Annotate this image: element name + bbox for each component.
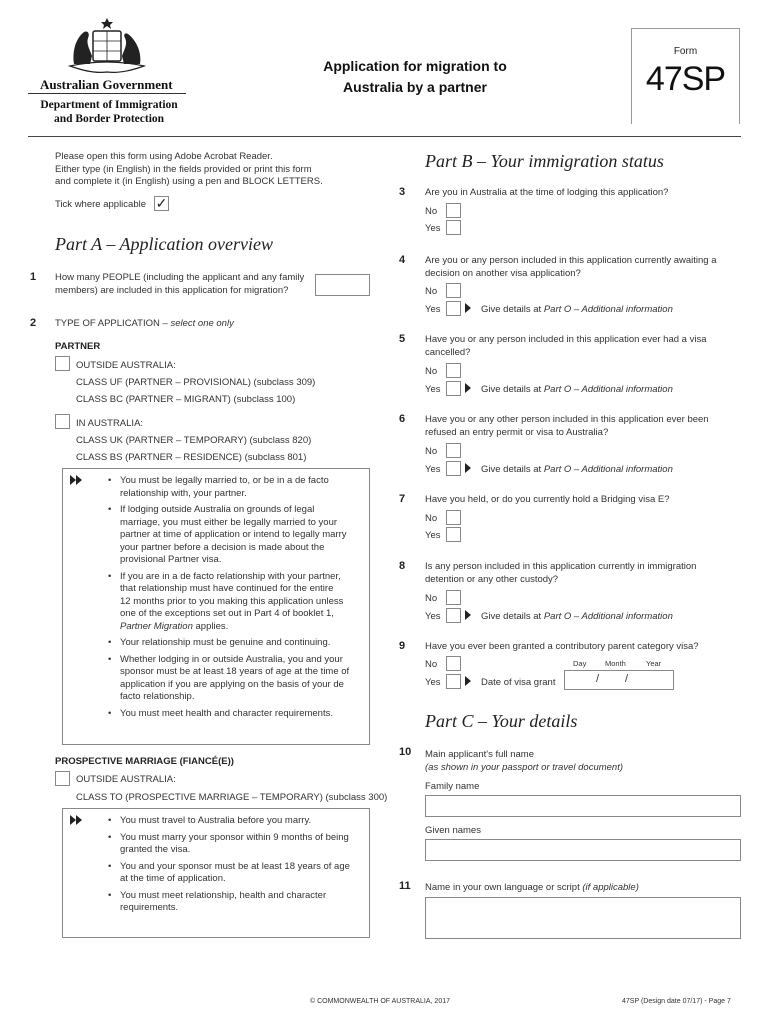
yes-label: Yes	[425, 384, 441, 395]
question-text: Main applicant's full name (as shown in your passport or travel document)	[425, 749, 624, 773]
tick-instruction: Tick where applicable	[55, 199, 146, 210]
class-label: CLASS BC (PARTNER – MIGRANT) (subclass 100)	[76, 394, 296, 405]
copyright: © COMMONWEALTH OF AUSTRALIA, 2017	[310, 998, 450, 1005]
arrow-icon	[465, 610, 471, 621]
yes-label: Yes	[425, 223, 441, 234]
q8-yes-checkbox[interactable]	[446, 608, 461, 623]
yes-label: Yes	[425, 530, 441, 541]
native-name-input[interactable]	[425, 897, 741, 939]
no-label: No	[425, 366, 438, 377]
month-label: Month	[605, 659, 626, 668]
question-text: Are you in Australia at the time of lodging this application?	[425, 187, 669, 198]
partner-inside-checkbox[interactable]	[55, 414, 70, 429]
q5-no-checkbox[interactable]	[446, 363, 461, 378]
question-number: 11	[399, 880, 411, 892]
form-label: Form	[673, 46, 698, 57]
arrow-icon	[465, 463, 471, 474]
q6-yes-checkbox[interactable]	[446, 461, 461, 476]
no-label: No	[425, 513, 438, 524]
give-details-text: Give details at Part O – Additional information	[481, 464, 673, 475]
yes-label: Yes	[425, 611, 441, 622]
date-label: Date of visa grant	[481, 677, 556, 688]
divider	[28, 93, 186, 94]
visa-grant-date-input[interactable]	[564, 670, 674, 690]
class-label: CLASS UK (PARTNER – TEMPORARY) (subclass 820)	[76, 435, 312, 446]
q7-yes-checkbox[interactable]	[446, 527, 461, 542]
question-number: 6	[399, 413, 406, 425]
tick-example-checkbox: ✓	[155, 195, 168, 211]
q9-yes-checkbox[interactable]	[446, 674, 461, 689]
give-details-text: Give details at Part O – Additional information	[481, 304, 673, 315]
header-rule	[28, 136, 741, 137]
arrow-icon	[465, 383, 471, 394]
page-info: 47SP (Design date 07/17) - Page 7	[622, 998, 731, 1005]
question-number: 7	[399, 493, 406, 505]
question-number: 4	[399, 254, 406, 266]
no-label: No	[425, 659, 438, 670]
question-text: Are you or any person included in this application currently awaiting a decision on another visa application?	[425, 255, 717, 279]
form-number: 47SP	[645, 60, 726, 98]
question-number: 10	[399, 746, 412, 758]
family-name-input[interactable]	[425, 795, 741, 817]
day-label: Day	[573, 659, 587, 668]
date-separator: /	[625, 673, 629, 685]
part-b-heading: Part B – Your immigration status	[425, 151, 664, 171]
question-number: 1	[30, 271, 37, 283]
yes-label: Yes	[425, 677, 441, 688]
option-label: OUTSIDE AUSTRALIA:	[76, 360, 176, 371]
department-name: Department of Immigration and Border Protection	[40, 99, 178, 125]
section-heading: PARTNER	[55, 341, 101, 352]
q5-yes-checkbox[interactable]	[446, 381, 461, 396]
question-text: Name in your own language or script (if applicable)	[425, 882, 639, 893]
q4-no-checkbox[interactable]	[446, 283, 461, 298]
year-label: Year	[646, 659, 662, 668]
yes-label: Yes	[425, 304, 441, 315]
option-label: IN AUSTRALIA:	[76, 418, 144, 429]
question-number: 9	[399, 640, 406, 652]
no-label: No	[425, 206, 438, 217]
class-label: CLASS BS (PARTNER – RESIDENCE) (subclass 801)	[76, 452, 307, 463]
question-number: 8	[399, 560, 406, 572]
class-label: CLASS UF (PARTNER – PROVISIONAL) (subclass 309)	[76, 377, 316, 388]
double-arrow-icon	[70, 475, 82, 486]
arrow-icon	[465, 676, 471, 687]
partner-notes: • You must be legally married to, or be in a de facto relationship with, your partner. • If lodging outside Australia on grounds of legal marriage, you must either be legally married to your partner at time of application or intend to legally marry your partner before a decision is made about the provisional Partner visa. • If you are in a de facto relationship with your partner, that relationship must have continued for the entire 12 months prior to you making this application unless one of the exceptions set out in Part 4 of booklet 1, Partner Migration applies. • Your relationship must be genuine and continuing. • Whether lodging in or outside Australia, you and your sponsor must be at least 18 years of age at the time of application if you are applying on the basis of your de facto relationship. • You must meet health and character requirements.	[108, 475, 366, 720]
option-label: OUTSIDE AUSTRALIA:	[76, 774, 176, 785]
q9-no-checkbox[interactable]	[446, 656, 461, 671]
no-label: No	[425, 446, 438, 457]
intro-text: Please open this form using Adobe Acrobat Reader. Either type (in English) in the fields provided or print this form and complete it (in English) using a pen and BLOCK LETTERS.	[55, 151, 323, 187]
government-title: Australian Government	[40, 77, 173, 92]
question-number: 2	[30, 317, 37, 329]
part-a-heading: Part A – Application overview	[55, 234, 273, 254]
part-c-heading: Part C – Your details	[425, 711, 578, 731]
question-text: Have you ever been granted a contributory parent category visa?	[425, 641, 699, 652]
coat-of-arms-icon	[62, 16, 152, 76]
q6-no-checkbox[interactable]	[446, 443, 461, 458]
q7-no-checkbox[interactable]	[446, 510, 461, 525]
q8-no-checkbox[interactable]	[446, 590, 461, 605]
section-heading: PROSPECTIVE MARRIAGE (FIANCÉ(E))	[55, 756, 234, 767]
q3-yes-checkbox[interactable]	[446, 220, 461, 235]
date-separator: /	[596, 673, 600, 685]
given-names-input[interactable]	[425, 839, 741, 861]
field-label: Given names	[425, 825, 481, 836]
q4-yes-checkbox[interactable]	[446, 301, 461, 316]
question-text: Have you or any other person included in this application ever been refused an entry permit or visa to Australia?	[425, 414, 709, 438]
question-text: Is any person included in this application currently in immigration detention or any other custody?	[425, 561, 697, 585]
question-number: 3	[399, 186, 406, 198]
no-label: No	[425, 593, 438, 604]
question-number: 5	[399, 333, 406, 345]
question-text: How many PEOPLE (including the applicant and any family members) are included in this application for migration?	[55, 272, 305, 296]
field-label: Family name	[425, 781, 480, 792]
question-text: Have you held, or do you currently hold a Bridging visa E?	[425, 494, 670, 505]
people-count-input[interactable]	[315, 274, 370, 296]
q3-no-checkbox[interactable]	[446, 203, 461, 218]
double-arrow-icon	[70, 815, 82, 826]
pm-notes: • You must travel to Australia before you marry. • You must marry your sponsor within 9 months of being granted the visa. • You and your sponsor must be at least 18 years of age at the time of application. • You must meet relationship, health and character requirements.	[108, 815, 366, 915]
form-title: Application for migration to Australia by a partner	[323, 58, 507, 95]
prospective-marriage-checkbox[interactable]	[55, 771, 70, 786]
no-label: No	[425, 286, 438, 297]
question-text: Have you or any person included in this application ever had a visa cancelled?	[425, 334, 707, 358]
question-text: TYPE OF APPLICATION – select one only	[55, 318, 234, 329]
yes-label: Yes	[425, 464, 441, 475]
arrow-icon	[465, 303, 471, 314]
class-label: CLASS TO (PROSPECTIVE MARRIAGE – TEMPORARY) (subclass 300)	[76, 792, 388, 803]
give-details-text: Give details at Part O – Additional information	[481, 384, 673, 395]
give-details-text: Give details at Part O – Additional information	[481, 611, 673, 622]
partner-outside-checkbox[interactable]	[55, 356, 70, 371]
